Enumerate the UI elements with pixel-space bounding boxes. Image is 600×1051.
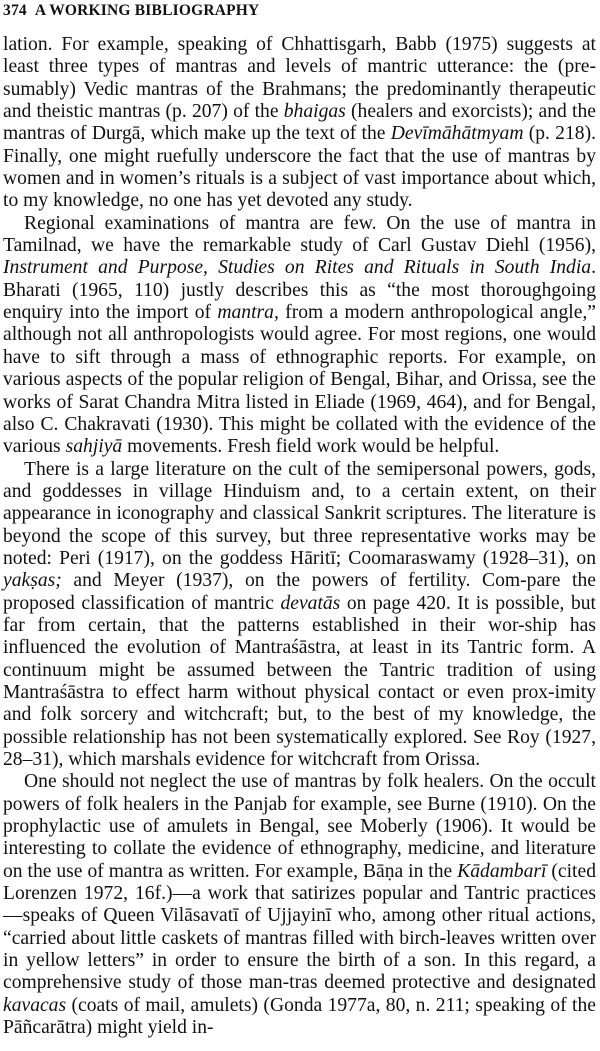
text-run: Regional examinations of mantra are few. On the use of mantra in Tamilnad, we have the remarkable study of Carl Gustav Diehl (1956), (3, 212, 596, 257)
italic-text-run: bhaigas (283, 101, 346, 123)
italic-text-run: Kādambarī (457, 860, 547, 882)
italic-text-run: sahjiyā (65, 436, 123, 458)
running-header (3, 2, 593, 20)
text-run: , from a modern anthropological angle,” although not all anthropologists would agree. For most regions, one would have to sift through a mass of ethnographic reports. For example, on various aspects of the popular religion of Bengal, Bihar, and Orissa, see the works of Sarat Chandra Mitra listed in Eliade (1969, 464), and for Bengal, also C. Chakravati (1930). This might be collated with the evidence of the various (3, 302, 596, 458)
page-number: 374 (3, 2, 27, 19)
italic-text-run: mantra (217, 302, 274, 324)
paragraph (3, 213, 596, 459)
text-run: lation. For example, speaking of Chhattisgarh, Babb (1975) suggests at least three types of mantras and levels of mantric utterance: the (pre-sumably) Vedic mantras of the Brahmans; the predominantly therapeutic and theistic mantras (p. 207) of the (3, 34, 596, 123)
text-run: movements. Fresh field work would be helpful. (122, 436, 500, 458)
text-run: . Bharati (1965, 110) justly describes this as “the most thoroughgoing enquiry into the import of (3, 257, 596, 324)
italic-text-run: Instrument and Purpose, Studies on Rites and Rituals in South India (3, 257, 592, 279)
text-run: There is a large literature on the cult of the semipersonal powers, gods, and goddesses in village Hinduism and, to a certain extent, on their appearance in iconography and classical Sankrit scriptures. The literature is beyond the scope of this survey, but three representative works may be noted: Peri (1917), on the goddess Hāritī; Coomaraswamy (1928–31), on (3, 458, 596, 569)
italic-text-run: kavacas (3, 994, 67, 1016)
text-run: One should not neglect the use of mantras by folk healers. On the occult powers of folk healers in the Panjab for example, see Burne (1910). On the prophylactic use of amulets in Bengal, see Moberly (1906). It would be interesting to collate the evidence of ethnography, medicine, and literature on the use of mantra as written. For example, Bāṇa in the (3, 771, 596, 882)
text-run: and Meyer (1937), on the powers of fertility. Com-pare the proposed classification of mantric (3, 570, 596, 614)
paragraph (3, 771, 596, 1039)
text-run: (coats of mail, amulets) (Gonda 1977a, 80, n. 211; speaking of the Pāñcarātra) might yield in- (3, 994, 596, 1039)
body-text (3, 34, 596, 1039)
italic-text-run: Devīmāhātmyam (390, 123, 524, 145)
italic-text-run: devatās (280, 592, 341, 614)
paragraph (3, 34, 596, 213)
text-run: (cited Lorenzen 1972, 16f.)—a work that satirizes popular and Tantric practices—speaks of Queen Vilāsavatī of Ujjayinī who, among other ritual actions, “carried about little caskets of mantras filled with birch-leaves written over in yellow letters” in order to ensure the birth of a son. In this regard, a comprehensive study of those man-tras deemed protective and designated (3, 860, 596, 994)
text-run: on page 420. It is possible, but far from certain, that the patterns established in their wor-ship has influenced the evolution of Mantraśāstra, at least in its Tantric form. A continuum might be assumed between the Tantric tradition of using Mantraśāstra to effect harm without physical contact or even prox-imity and folk sorcery and witchcraft; but, to the best of my knowledge, the possible relationship has not been systematically explored. See Roy (1927, 28–31), which marshals evidence for witchcraft from Orissa. (3, 592, 597, 770)
text-run: (healers and exorcists); and the mantras of Durgā, which make up the text of the (3, 101, 596, 145)
running-title: A WORKING BIBLIOGRAPHY (34, 2, 260, 19)
text-run: (p. 218). Finally, one might ruefully underscore the fact that the use of mantras by women and in women’s rituals is a subject of vast importance about which, to my knowledge, no one has yet devoted any study. (3, 123, 596, 212)
paragraph (3, 459, 596, 772)
italic-text-run: yakṣas; (3, 570, 62, 592)
